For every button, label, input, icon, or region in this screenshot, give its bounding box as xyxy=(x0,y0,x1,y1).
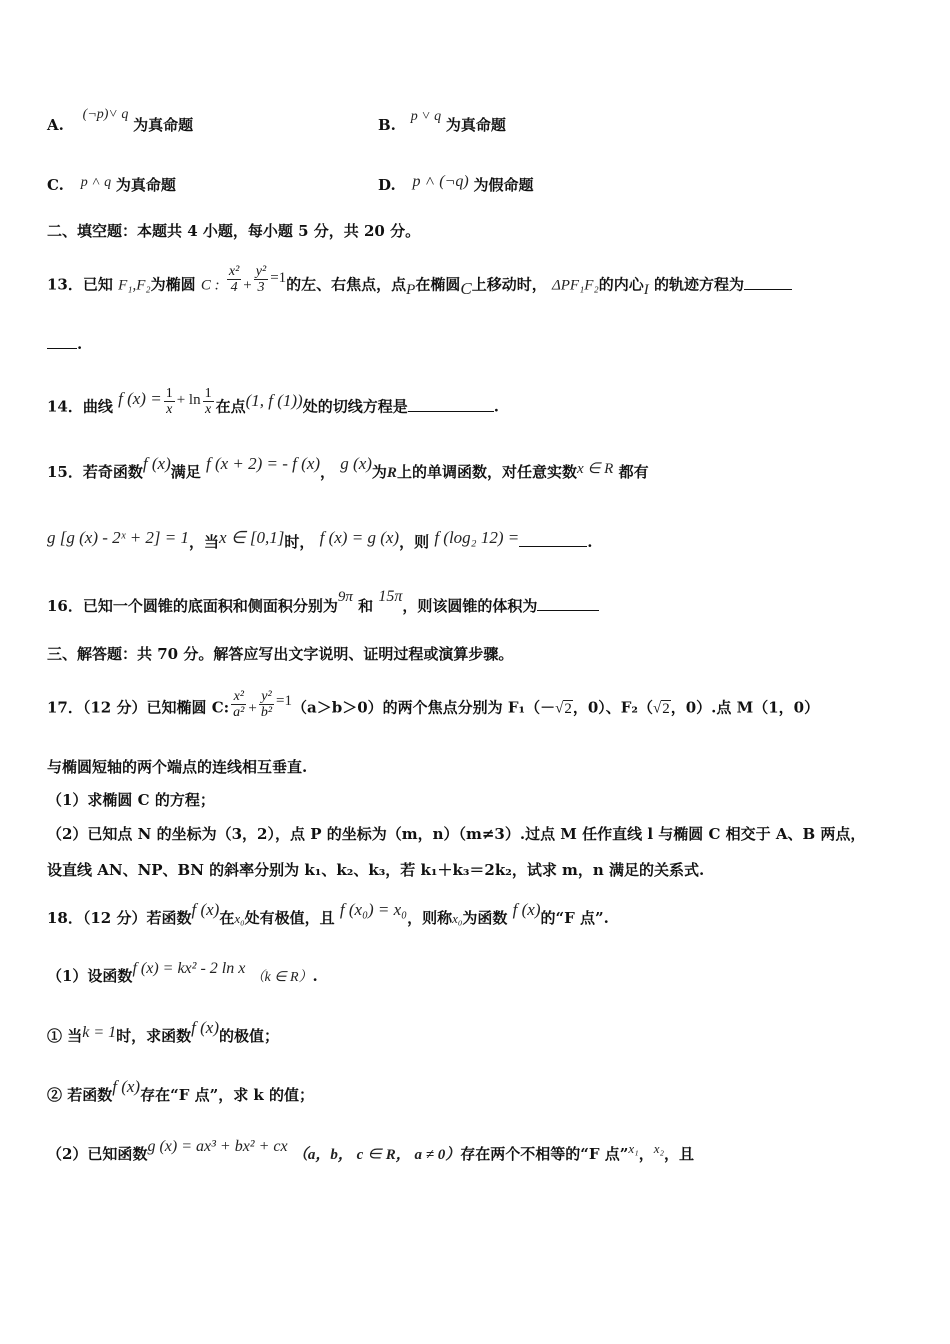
q13-end: . xyxy=(77,335,83,353)
option-a-expr: (¬p)˅ q xyxy=(82,107,129,122)
q15-text-1: 若奇函数 xyxy=(82,463,143,481)
q17-part-1: （1）求椭圆 C 的方程； xyxy=(47,791,215,809)
q16-value-a: 9π xyxy=(337,589,353,605)
option-d xyxy=(378,174,534,195)
option-b-label: B. xyxy=(378,116,396,134)
q13-triangle: ΔPF₁F₂ xyxy=(551,277,599,294)
q18-part-2 xyxy=(47,1138,910,1165)
section-3-title: 三、解答题：共 70 分。解答应写出文字说明、证明过程或演算步骤。 xyxy=(47,645,514,663)
q14-one-a: 1 xyxy=(165,386,173,401)
q18-condition: f (x₀) = x₀ xyxy=(339,900,408,919)
q17-part-2: （2）已知点 N 的坐标为（3，2），点 P 的坐标为（m，n）（m≠3）.过点 M 任作直线 l 与椭圆 C 相交于 A、B 两点， xyxy=(47,825,866,843)
q15-l2-text-1: ，当 xyxy=(189,533,220,551)
q18-comma: ， xyxy=(638,1145,654,1163)
q18-points: （12 分）若函数 xyxy=(82,909,192,927)
q15-x-in-r: x ∈ R xyxy=(576,461,614,477)
q15-end: . xyxy=(587,533,593,551)
question-15-line-2 xyxy=(47,528,910,552)
q18-c2-text: ② 若函数 xyxy=(47,1086,113,1104)
question-14 xyxy=(47,386,910,423)
q13-text-6: 的内心 xyxy=(598,275,644,294)
q16-answer-blank xyxy=(537,596,599,611)
q17-r2-a: 2 xyxy=(564,700,572,717)
q13-answer-blank xyxy=(744,275,792,290)
q13-line-2 xyxy=(47,334,910,354)
q18-p2-condition: （a，b， c ∈ R， a ≠ 0） xyxy=(292,1147,461,1163)
q13-d3: 3 xyxy=(257,280,265,295)
q14-x-a: x xyxy=(166,402,173,417)
q15-answer-blank xyxy=(519,532,587,547)
q17-r2-b: 2 xyxy=(662,700,670,717)
q18-p2-end: ，且 xyxy=(664,1145,695,1163)
q13-eq1: =1 xyxy=(270,269,287,286)
option-b-text: 为真命题 xyxy=(445,116,506,134)
q17-b2: b² xyxy=(260,705,273,720)
q17-number: 17． xyxy=(47,698,83,717)
question-17: 17．（12 分）已知椭圆 C: $\frac{\text{x²}}{\text{a²}}$ + $\frac{\text{y²}}{\text{b²}}$ =1（a＞b＞0）的两个焦点分别为 F₁（－√2，0）、F₂（√2，0）.点 M（1，0） xyxy=(47,689,820,720)
option-c xyxy=(47,174,176,195)
q17-line-2: 与椭圆短轴的两个端点的连线相互垂直. xyxy=(47,758,308,776)
q13-frac-x xyxy=(227,264,241,295)
option-c-text: 为真命题 xyxy=(115,176,176,194)
q18-text-5: 的“F 点”. xyxy=(540,909,609,927)
q16-text-2: ，则该圆锥的体积为 xyxy=(402,597,538,615)
q18-p2-text: （2）已知函数 xyxy=(47,1145,148,1163)
q15-text-2: 满足 xyxy=(170,463,201,481)
q17-y2: y² xyxy=(259,689,274,705)
option-d-expr: p ˄ (¬q) xyxy=(412,173,469,190)
q15-query: f (log₂ 12) = xyxy=(434,528,520,547)
q15-l2-text-2: 时， xyxy=(284,533,315,551)
q15-x-range: x ∈ [0,1] xyxy=(219,528,285,547)
q13-text-1: 已知 xyxy=(82,275,113,294)
q14-f: f (x) = xyxy=(118,388,162,408)
q18-text-4: 为函数 xyxy=(462,909,508,927)
q14-end: . xyxy=(493,397,499,416)
q14-number: 14． xyxy=(47,397,83,416)
q14-text-1: 曲线 xyxy=(82,397,113,416)
question-13: 13．已知 F₁,F₂为椭圆 C : $\frac{\text{x²}}{4}$ + $\frac{\text{y²}}{3}$ =1的左、右焦点，点P在椭圆C上移动时， ΔPF₁F₂的内心I 的轨迹方程为 xyxy=(47,270,910,301)
q14-text-2: 在点 xyxy=(215,397,246,416)
q18-x0-b: x₀ xyxy=(452,911,463,926)
q17-sqrt2-a: √2 xyxy=(555,700,572,717)
q13-y2: y² xyxy=(255,264,267,279)
q17-a2: a² xyxy=(233,705,245,720)
section-2-title: 二、填空题：本题共 4 小题，每小题 5 分，共 20 分。 xyxy=(47,222,421,240)
q15-gx: g (x) xyxy=(340,454,372,473)
q18-p2-text-2: 存在两个不相等的“F 点” xyxy=(460,1145,629,1163)
q18-text-2: 处有极值，且 xyxy=(244,909,335,927)
q13-text-4: 在椭圆 xyxy=(415,275,461,294)
q14-frac-1 xyxy=(164,386,175,417)
q17-eq1: =1 xyxy=(276,692,293,709)
q18-fx-a: f (x) xyxy=(191,900,220,919)
option-b xyxy=(378,109,506,135)
option-a-text: 为真命题 xyxy=(133,116,194,134)
q18-fx-b: f (x) xyxy=(512,900,541,919)
q13-frac-y xyxy=(254,264,268,295)
q18-number: 18． xyxy=(47,909,83,927)
q15-condition: f (x + 2) = - f (x) xyxy=(205,454,321,473)
q18-x1: x₁ xyxy=(628,1141,639,1156)
option-a xyxy=(47,107,194,135)
q15-l2-text-3: ，则 xyxy=(399,533,430,551)
q16-value-b: 15π xyxy=(378,588,403,605)
q17-frac-x xyxy=(231,689,246,720)
q16-text-1: 已知一个圆锥的底面积和侧面积分别为 xyxy=(82,597,338,615)
q14-text-3: 处的切线方程是 xyxy=(302,397,408,416)
option-d-label: D. xyxy=(378,176,396,194)
q18-c1-text: ① 当 xyxy=(47,1027,83,1045)
option-c-expr: p ˄ q xyxy=(80,175,112,190)
option-d-text: 为假命题 xyxy=(473,176,534,194)
q13-ellipse-c: C : xyxy=(200,277,220,294)
q18-p1-text: （1）设函数 xyxy=(47,967,133,985)
q15-f-equals-g: f (x) = g (x) xyxy=(319,528,400,547)
q13-number: 13． xyxy=(47,275,83,294)
question-16 xyxy=(47,588,910,617)
q15-text-4: 上的单调函数，对任意实数 xyxy=(396,463,577,481)
q15-g-expression: g [g (x) - 2ˣ + 2] = 1 xyxy=(47,528,190,547)
q15-fx: f (x) xyxy=(142,454,171,473)
q14-x-b: x xyxy=(204,402,212,417)
q13-text-5: 上移动时， xyxy=(471,275,547,294)
q14-ln: + ln xyxy=(176,391,201,408)
q18-c1-text-2: 时，求函数 xyxy=(116,1027,192,1045)
q13-c: C xyxy=(460,278,472,298)
option-b-expr: p ˅ q xyxy=(410,109,442,124)
q17-text-2: ，0）、F₂（ xyxy=(572,698,654,717)
q13-text-7: 的轨迹方程为 xyxy=(653,275,744,294)
q13-text-3: 的左、右焦点，点 xyxy=(286,275,407,294)
q18-x2: x₂ xyxy=(653,1141,664,1156)
q17-part-2-cont: 设直线 AN、NP、BN 的斜率分别为 k₁、k₂、k₃，若 k₁＋k₃＝2k₂，试求 m，n 满足的关系式. xyxy=(47,861,705,879)
q18-c1-fx: f (x) xyxy=(191,1018,219,1037)
q13-p: P xyxy=(406,281,416,298)
q15-sep: ， xyxy=(320,463,336,481)
q18-p1-k: （k ∈ R） xyxy=(250,970,313,985)
q15-text-5: 都有 xyxy=(618,463,649,481)
q17-text-3: ，0）.点 M（1，0） xyxy=(670,698,820,717)
q17-sqrt2-b: √2 xyxy=(653,700,670,717)
q18-text-3: ，则称 xyxy=(407,909,453,927)
q15-text-3: 为 xyxy=(371,463,387,481)
q14-point: (1, f (1)) xyxy=(245,390,303,410)
q13-d4: 4 xyxy=(230,280,238,295)
q18-case-2 xyxy=(47,1077,910,1105)
q15-number: 15． xyxy=(47,463,83,481)
question-18 xyxy=(47,900,910,929)
q14-one-b: 1 xyxy=(204,386,212,401)
q14-frac-2 xyxy=(203,386,214,417)
q13-answer-blank-cont xyxy=(47,334,77,349)
q16-number: 16． xyxy=(47,597,83,615)
q17-x2: x² xyxy=(231,689,246,705)
q15-r: R xyxy=(386,465,397,481)
option-a-label: A. xyxy=(47,116,64,134)
q18-text-1: 在 xyxy=(219,909,235,927)
q18-part-1 xyxy=(47,960,910,988)
q18-p1-function: f (x) = kx² - 2 ln x xyxy=(132,960,246,977)
q18-p2-function: g (x) = ax³ + bx² + cx xyxy=(147,1138,288,1155)
q18-c2-text-2: 存在“F 点”，求 k 的值； xyxy=(140,1086,315,1104)
q13-x2: x² xyxy=(228,264,240,279)
q18-c1-k: k = 1 xyxy=(82,1024,117,1041)
q18-c1-text-3: 的极值； xyxy=(219,1027,280,1045)
q17-frac-y xyxy=(259,689,274,720)
q13-text-2: 为椭圆 xyxy=(150,275,196,294)
q18-c2-fx: f (x) xyxy=(112,1077,141,1096)
q18-p1-end: . xyxy=(312,967,318,985)
q14-answer-blank xyxy=(408,397,494,412)
option-c-label: C. xyxy=(47,176,64,194)
q18-case-1 xyxy=(47,1018,910,1047)
q17-text-1: （a＞b＞0）的两个焦点分别为 F₁（－ xyxy=(292,698,556,717)
question-15 xyxy=(47,454,910,483)
q17-points: （12 分）已知椭圆 C: xyxy=(82,698,230,717)
q13-foci: F₁,F₂ xyxy=(118,277,151,294)
q13-i: I xyxy=(643,281,649,298)
q16-and: 和 xyxy=(358,597,374,615)
q18-x0-a: x₀ xyxy=(234,911,245,926)
